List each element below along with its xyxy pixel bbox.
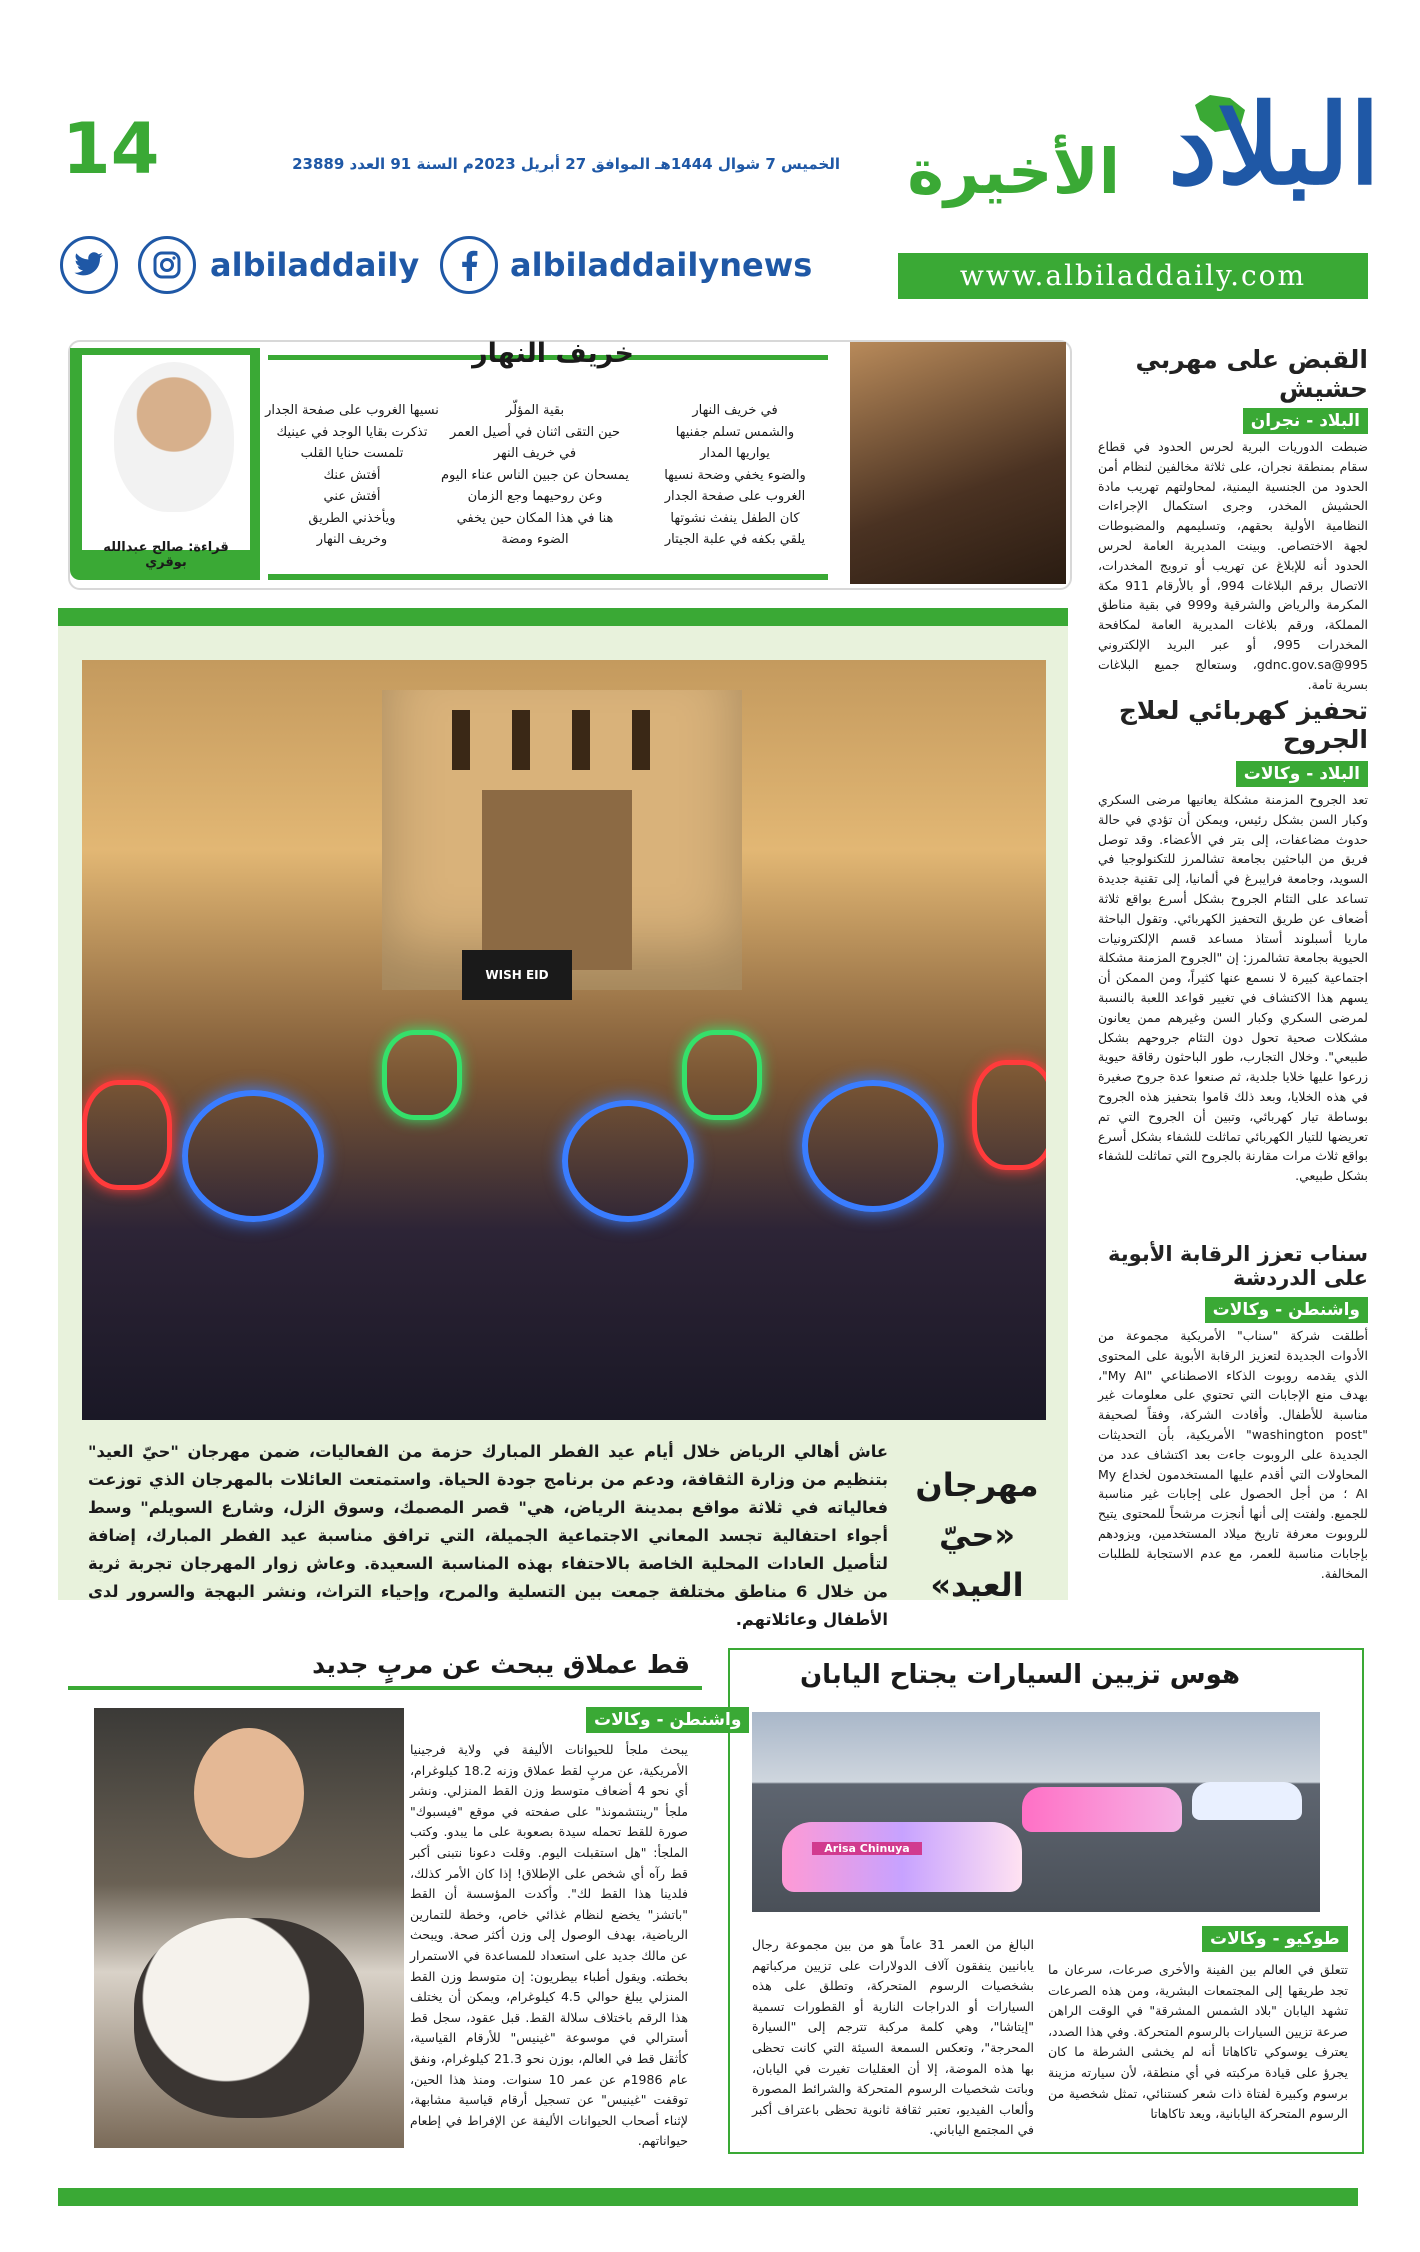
poem-line: حين التقى اثنان في أصيل العمر xyxy=(449,424,621,440)
article-body: تعد الجروح المزمنة مشكلة يعانيها مرضى السكري وكبار السن بشكل رئيس، ويمكن أن تؤدي في حالة حدوث مضاعفات، إلى بتر في الأعضاء. وقد توصل فريق من الباحثين بجامعة تشالمرز للتكنولوجيا في السويد، وجامعة فرايبرغ في ألمانيا، إلى تقنية جديدة تساعد على التئام الجروح بشكل أسرع بواقع ثلاثة أضعاف عن طريق التحفيز الكهربائي. وتقول الباحثة ماريا أسبلوند أستاذ مساعد قسم الإلكترونيات الحيوية بجامعة تشالمرز: إن "الجروح المزمنة مشكلة اجتماعية كبيرة لا نسمع عنها كثيراً، ومن الممكن أن يسهم هذا الاكتشاف في تغيير قواعد اللعبة بالنسبة لمرضى السكري وكبار السن وغيرهم ممن يعانون مشكلات صحية تحول دون التئام جروحهم بشكل طبيعي". وخلال التجارب، طور الباحثون رقاقة حيوية زرعوا عليها خلايا جلدية، ثم صنعوا عدة جروح صغيرة في هذه الخلايا، وبعد ذلك قاموا بتحفيز هذه الجروح بوساطة تيار كهربائي، وتبين أن الجروح التي تم تعريضها للتيار الكهربائي تماثلت للشفاء بشكل أسرع بواقع ثلاث مرات مقارنة بالجروح التي تماثلت للشفاء بشكل طبيعي. xyxy=(1098,792,1368,1184)
woman-face xyxy=(194,1728,304,1858)
festival-body: عاش أهالي الرياض خلال أيام عيد الفطر المبارك حزمة من الفعاليات، ضمن مهرجان "حيّ العيد" بتنظيم من وزارة الثقافة، ودعم من برنامج جودة الحياة. واستمتعت العائلات بالمهرجان الذي توزعت فعالياته في ثلاثة مواقع بمدينة الرياض، هي" قصر المصمك، وسوق الزل، وشارع السويلم" وسط أجواء احتفالية تجسد المعاني الاجتماعية الجميلة، التي ترافق مناسبة عيد الفطر المبارك، إضافة لتأصيل العادات المحلية الخاصة بالاحتفاء بهذه المناسبة السعيدة. وعاش زوار المهرجان تجربة ثرية من خلال 6 مناطق مختلفة جمعت بين التسلية والمرح، وإحياء التراث، ونشر البهجة والسرور لدى الأطفال وعائلاتهم. xyxy=(88,1442,888,1629)
poem-line: والشمس تسلم جفنيها xyxy=(675,424,795,440)
poem-column-1 xyxy=(630,400,840,551)
facebook-icon[interactable] xyxy=(440,236,498,294)
fort-gate xyxy=(482,790,632,970)
itasha-car xyxy=(782,1822,1022,1892)
fort-window xyxy=(632,710,650,770)
poem-line: يمسحان عن جبين الناس عناء اليوم xyxy=(440,467,630,483)
fort-window xyxy=(572,710,590,770)
facebook-handle[interactable]: albiladdailynews xyxy=(510,246,813,284)
poem-column-2 xyxy=(440,400,630,551)
poem-line: تذكرت بقايا الوجد في عينيك xyxy=(276,424,428,440)
festival-banner: WISH EID xyxy=(462,950,572,1000)
fort-window xyxy=(512,710,530,770)
poem-line: في خريف النهار xyxy=(692,403,778,418)
article-body-column: تتعلق في العالم بين الفينة والأخرى صرعات، سرعان ما تجد طريقها إلى المجتمعات البشرية، ومن هذه الصرعات تشهد اليابان "بلاد الشمس المشرقة" في الوقت الراهن صرعة تزيين السيارات بالرسوم المتحركة. وفي هذا الصدد، يعترف يوسوكي تاكاهاتا أنه لم يخشى الشرطة ما كان يجرؤ على قيادة مركبته في أي منطقة، لأن سيارته مزينة برسوم وكبيرة لفتاة ذات شعر كستنائي، تمثل شخصية من الرسوم المتحركة اليابانية، ويعد تاكاهاتا xyxy=(1048,1962,1348,2122)
section-name: الأخيرة xyxy=(907,135,1120,208)
cat-title-rule xyxy=(68,1686,702,1690)
author-portrait xyxy=(114,362,234,512)
fort-window xyxy=(452,710,470,770)
led-drum xyxy=(682,1030,762,1120)
festival-top-rule xyxy=(58,608,1068,626)
article-body: ضبطت الدوريات البرية لحرس الحدود في قطاع سقام بمنطقة نجران، على ثلاثة مخالفين لنظام أمن الحدود من الجنسية اليمنية، لمحاولتهم تهريب مادة الحشيش المخدر، وجرى استكمال الإجراءات النظامية الأولية بحقهم، وتسليمهم والمضبوطات لجهة الاختصاص. وبينت المديرية العامة لحرس الحدود أنه للإبلاغ عن تهريب أو ترويج المخدرات، الاتصال برقم البلاغات 994، أو بالأرقام 911 مكة المكرمة والرياض والشرقية و999 في بقية مناطق المملكة، ورقم بلاغات المديرية العامة لمكافحة المخدرات 995، أو عبر البريد الإلكتروني 995@gdnc.gov.sa، وستعالج جميع البلاغات بسرية تامة. xyxy=(1098,439,1368,692)
poem-line: تلمست حنايا القلب xyxy=(300,446,404,461)
issue-date-line: الخميس 7 شوال 1444هـ الموافق 27 أبريل 2023م السنة 91 العدد 23889 xyxy=(292,155,840,173)
poem-line: ويأخذني الطريق xyxy=(308,510,396,526)
article-body-column: البالغ من العمر 31 عاماً هو من بين مجموعة رجال يابانيين ينفقون آلاف الدولارات على تزيين مركباتهم بشخصيات الرسوم المتحركة، وتطلق على هذه السيارات أو الدراجات النارية أو القطورات تسمية "إيتاشا"، وهي كلمة مركبة تترجم إلى "السيارة المحرجة"، وتعكس السمعة السيئة التي كانت تحظى بها هذه الموضة، إلا أن العقليات تغيرت في اليابان، وباتت شخصيات الرسوم المتحركة والشرائط المصورة وألعاب الفيديو، تعتبر ثقافة ثانوية تحظى باعتراف أكبر في المجتمع الياباني. xyxy=(752,1937,1035,2138)
article-source-tag: واشنطن - وكالات xyxy=(1205,1297,1368,1323)
festival-heading-line: «حيّ العيد» xyxy=(930,1516,1024,1604)
website-banner[interactable]: www.albiladdaily.com xyxy=(898,253,1368,299)
article-wounds xyxy=(1098,696,1368,1186)
poem-title: خريف النهار xyxy=(472,338,634,369)
article-title: القبض على مهربي حشيش xyxy=(1135,345,1368,403)
led-drum xyxy=(82,1080,172,1190)
poem-line: وخريف النهار xyxy=(316,532,388,547)
festival-heading xyxy=(912,1460,1042,1610)
poem-line: نسيها الغروب على صفحة الجدار xyxy=(265,403,439,418)
poem-line: يواريها المدار xyxy=(700,446,770,461)
cat-photo xyxy=(94,1708,404,2148)
car-decal-label: Arisa Chinuya xyxy=(812,1842,922,1855)
article-source-tag: البلاد - نجران xyxy=(1243,408,1368,434)
led-drum xyxy=(382,1030,462,1120)
page-number: 14 xyxy=(62,108,160,190)
cars-photo xyxy=(752,1712,1320,1912)
festival-heading-line: مهرجان xyxy=(915,1466,1039,1504)
page-bottom-rule xyxy=(58,2188,1358,2206)
article-source-tag: طوكيو - وكالات xyxy=(1202,1926,1348,1952)
led-drum xyxy=(972,1060,1046,1170)
twitter-icon[interactable] xyxy=(60,236,118,294)
article-source-tag: البلاد - وكالات xyxy=(1236,761,1368,787)
article-body: يبحث ملجأ للحيوانات الأليفة في ولاية فرجينيا الأمريكية، عن مربٍ لقط عملاق وزنه 18.2 كيلوغرام، أي نحو 4 أضعاف متوسط وزن القط المنزلي. ونشر ملجأ "رينتشمونذ" على صفحته في موقع "فيسبوك" صورة للقط تحمله سيدة بصعوبة على ما يبدو. وكتب الملجأ: "هل استقبلت اليوم. وقلت دعونا نتبنى أكبر قط رآه أي شخص على الإطلاق! إذا كان الأمر كذلك، فلدينا هذا القط لك". وأكدت المؤسسة أن القط "باتشز" يخضع لنظام غذائي خاص، وخطة للتمارين الرياضية، بهدف الوصول إلى وزن أكثر صحة. ويبحث عن مالك جديد على استعداد للمساعدة في الاستمرار بخطته. ويقول أطباء بيطريون: إن متوسط وزن القط المنزلي يبلغ حوالي 4.5 كيلوغرام، ويمكن أن يختلف هذا الرقم باختلاف سلالة القط. قبل عقود، سجل قط أسترالي في موسوعة "غينيس" للأرقام القياسية، كأثقل قط في العالم، بوزن نحو 21.3 كيلوغرام، ونفق عام 1986م عن عمر 10 سنوات. ومنذ هذا الحين، توقفت "غينيس" عن تسجيل أرقام قياسية مشابهة، لإثناء أصحاب الحيوانات الأليفة عن الإفراط في إطعام حيواناتهم. xyxy=(410,1742,688,2149)
poem-column-3 xyxy=(262,400,442,551)
poem-line: كان الطفل ينفث نشوتها xyxy=(670,510,800,526)
guitarist-painting xyxy=(850,342,1066,584)
article-smugglers xyxy=(1098,345,1368,694)
instagram-handle[interactable]: albiladdaily xyxy=(210,246,420,284)
article-source-tag: واشنطن - وكالات xyxy=(586,1707,749,1733)
article-snap xyxy=(1098,1242,1368,1583)
poem-line: والضوء يخفي وضحة نسيها xyxy=(664,467,806,483)
cars-tag-wrap xyxy=(1202,1929,1348,1949)
article-title: سناب تعزز الرقابة الأبوية على الدردشة xyxy=(1108,1242,1368,1290)
article-title: هوس تزيين السيارات يجتاح اليابان xyxy=(799,1660,1241,1690)
article-title: قط عملاق يبحث عن مربٍ جديد xyxy=(312,1650,690,1679)
instagram-icon[interactable] xyxy=(138,236,196,294)
led-drum xyxy=(182,1090,324,1222)
poem-line: في خريف النهر xyxy=(493,446,577,461)
poem-line: بقية المؤلّر xyxy=(505,403,565,418)
poem-line: وعن روحيهما وجع الزمان xyxy=(467,489,603,504)
led-drum xyxy=(802,1080,944,1212)
social-bar xyxy=(60,236,820,300)
poem-line: أفتش عني xyxy=(323,489,381,504)
poem-line: أفتش عنك xyxy=(323,467,381,483)
author-name: قراءة: صالح عبدالله بوقري xyxy=(103,540,229,570)
poem-line: الضوء ومضة xyxy=(501,532,569,547)
article-body: أطلقت شركة "سناب" الأمريكية مجموعة من الأدوات الجديدة لتعزيز الرقابة الأبوية على المحتوى الذي يقدمه روبوت الذكاء الاصطناعي "My AI"، بهدف منع الإجابات التي تحتوي على معلومات غير مناسبة للأطفال. وأفادت الشركة، وفقاً لصحيفة "washington post" الأمريكية، بأن التحديثات الجديدة على الروبوت جاءت بعد اكتشاف عدد من المحاولات التي أقدم عليها المستخدمون لخداع My AI ؛ من أجل الحصول على إجابات غير مناسبة للجميع. ولفتت إلى أنها أنجزت مرشحاً للمحتوى يتيح للروبوت معرفة تاريخ ميلاد المستخدمين، ويزودهم بإجابات مناسبة للعمر، مع عدم الاستجابة للطلبات المخالفة. xyxy=(1098,1328,1369,1581)
itasha-car xyxy=(1192,1782,1302,1820)
poem-line: هنا في هذا المكان حين يخفي xyxy=(456,510,614,526)
led-drum xyxy=(562,1100,694,1222)
cat-tag-wrap xyxy=(586,1710,749,1730)
itasha-car xyxy=(1022,1787,1182,1832)
poem-bottom-rule xyxy=(268,574,828,580)
article-title: تحفيز كهربائي لعلاج الجروح xyxy=(1118,696,1368,754)
newspaper-logo: البلاد xyxy=(1168,80,1380,209)
poem-line: يلقي بكفه في علبة الجيتار xyxy=(664,532,806,547)
festival-photo xyxy=(82,660,1046,1420)
masthead xyxy=(880,80,1380,215)
giant-cat xyxy=(134,1918,364,2118)
poem-line: الغروب على صفحة الجدار xyxy=(664,489,806,504)
